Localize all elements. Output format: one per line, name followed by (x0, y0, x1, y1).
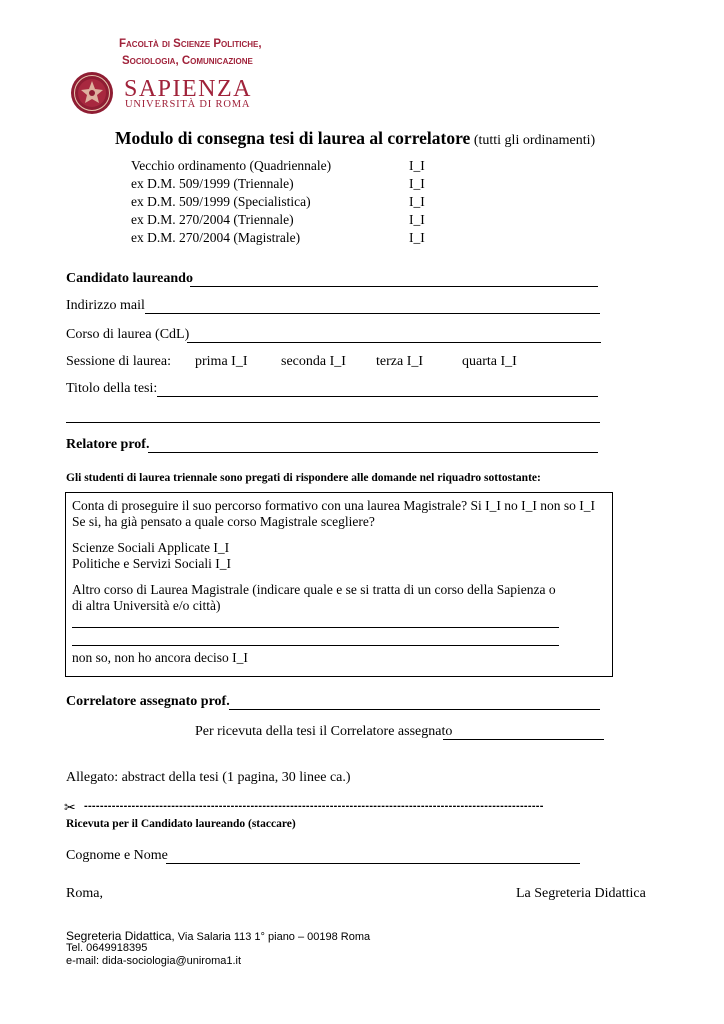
form-title-note: (tutti gli ordinamenti) (470, 133, 596, 148)
email-line[interactable] (145, 313, 600, 314)
option-altro-line-2: di altra Università e/o città) (72, 598, 221, 613)
footer-tel: Tel. 0649918395 (66, 942, 148, 954)
ricevuta-candidato-title: Ricevuta per il Candidato laureando (staccare) (66, 818, 296, 830)
ordinamento-box-1[interactable]: I_I (409, 176, 425, 191)
option-politiche-servizi[interactable]: Politiche e Servizi Sociali I_I (72, 556, 231, 571)
sessione-label: Sessione di laurea: (66, 354, 171, 369)
ordinamento-box-3[interactable]: I_I (409, 212, 425, 227)
sessione-terza[interactable]: terza I_I (376, 354, 424, 369)
ordinamento-box-2[interactable]: I_I (409, 194, 425, 209)
option-altro-line-1: Altro corso di Laurea Magistrale (indicare quale e se si tratta di un corso della Sapienza o (72, 582, 556, 597)
segreteria-signature: La Segreteria Didattica (516, 886, 646, 901)
ricevuta-correlatore-label: Per ricevuta della tesi il Correlatore assegnato (195, 724, 453, 739)
footer-email[interactable]: e-mail: dida-sociologia@uniroma1.it (66, 955, 242, 967)
cognome-label: Cognome e Nome (66, 848, 168, 863)
corso-line[interactable] (187, 342, 601, 343)
faculty-line-2: Sociologia, Comunicazione (122, 55, 253, 67)
footer-address: Via Salaria 113 1° piano – 00198 Roma (174, 931, 371, 943)
ordinamento-label-0: Vecchio ordinamento (Quadriennale) (131, 158, 332, 173)
titolo-line-2[interactable] (66, 422, 600, 423)
cognome-line[interactable] (166, 863, 580, 864)
ordinamento-box-4[interactable]: I_I (409, 230, 425, 245)
correlatore-line[interactable] (229, 709, 600, 710)
question-magistrale: Conta di proseguire il suo percorso formativo con una laurea Magistrale? Si I_I no I_I non so I_I (72, 498, 595, 513)
ordinamento-label-1: ex D.M. 509/1999 (Triennale) (131, 176, 294, 191)
faculty-line-1: Facoltà di Scienze Politiche, (119, 38, 262, 50)
form-title-main: Modulo di consegna tesi di laurea al correlatore (115, 128, 471, 148)
allegato-note: Allegato: abstract della tesi (1 pagina, 30 linee ca.) (66, 770, 351, 785)
faculty-name (119, 36, 262, 70)
sapienza-emblem-icon (70, 71, 114, 115)
ordinamento-label-4: ex D.M. 270/2004 (Magistrale) (131, 230, 301, 245)
altro-answer-line-1[interactable] (72, 627, 559, 628)
relatore-line[interactable] (148, 452, 598, 453)
titolo-label: Titolo della tesi: (66, 381, 158, 396)
email-label: Indirizzo mail (66, 298, 145, 313)
ordinamento-box-0[interactable]: I_I (409, 158, 425, 173)
roma-label: Roma, (66, 886, 103, 901)
ricevuta-correlatore-line[interactable] (443, 739, 604, 740)
logo-name: SAPIENZA (124, 76, 253, 102)
form-title (115, 128, 595, 149)
ordinamento-label-2: ex D.M. 509/1999 (Specialistica) (131, 194, 311, 209)
question-corso: Se si, ha già pensato a quale corso Magistrale scegliere? (72, 514, 375, 529)
footer-office (66, 929, 370, 943)
triennale-instruction: Gli studenti di laurea triennale sono pregati di rispondere alle domande nel riquadro sottostante: (66, 472, 541, 484)
candidato-line[interactable] (190, 286, 598, 287)
cut-line: -------------------------------------------------------------------------------------------------------------------- (84, 800, 544, 812)
titolo-line-1[interactable] (157, 396, 598, 397)
logo-subtitle: UNIVERSITÀ DI ROMA (125, 99, 251, 110)
candidato-label: Candidato laureando (66, 271, 193, 286)
correlatore-label: Correlatore assegnato prof. (66, 694, 230, 709)
option-scienze-sociali[interactable]: Scienze Sociali Applicate I_I (72, 540, 230, 555)
option-non-so[interactable]: non so, non ho ancora deciso I_I (72, 650, 248, 665)
footer-office-name: Segreteria Didattica, (66, 929, 175, 943)
sessione-quarta[interactable]: quarta I_I (462, 354, 517, 369)
questions-box (65, 492, 613, 677)
altro-answer-line-2[interactable] (72, 645, 559, 646)
sessione-prima[interactable]: prima I_I (195, 354, 248, 369)
scissors-icon: ✂ (64, 801, 76, 816)
corso-label: Corso di laurea (CdL) (66, 327, 190, 342)
relatore-label: Relatore prof. (66, 437, 150, 452)
ordinamento-label-3: ex D.M. 270/2004 (Triennale) (131, 212, 294, 227)
sessione-seconda[interactable]: seconda I_I (281, 354, 346, 369)
